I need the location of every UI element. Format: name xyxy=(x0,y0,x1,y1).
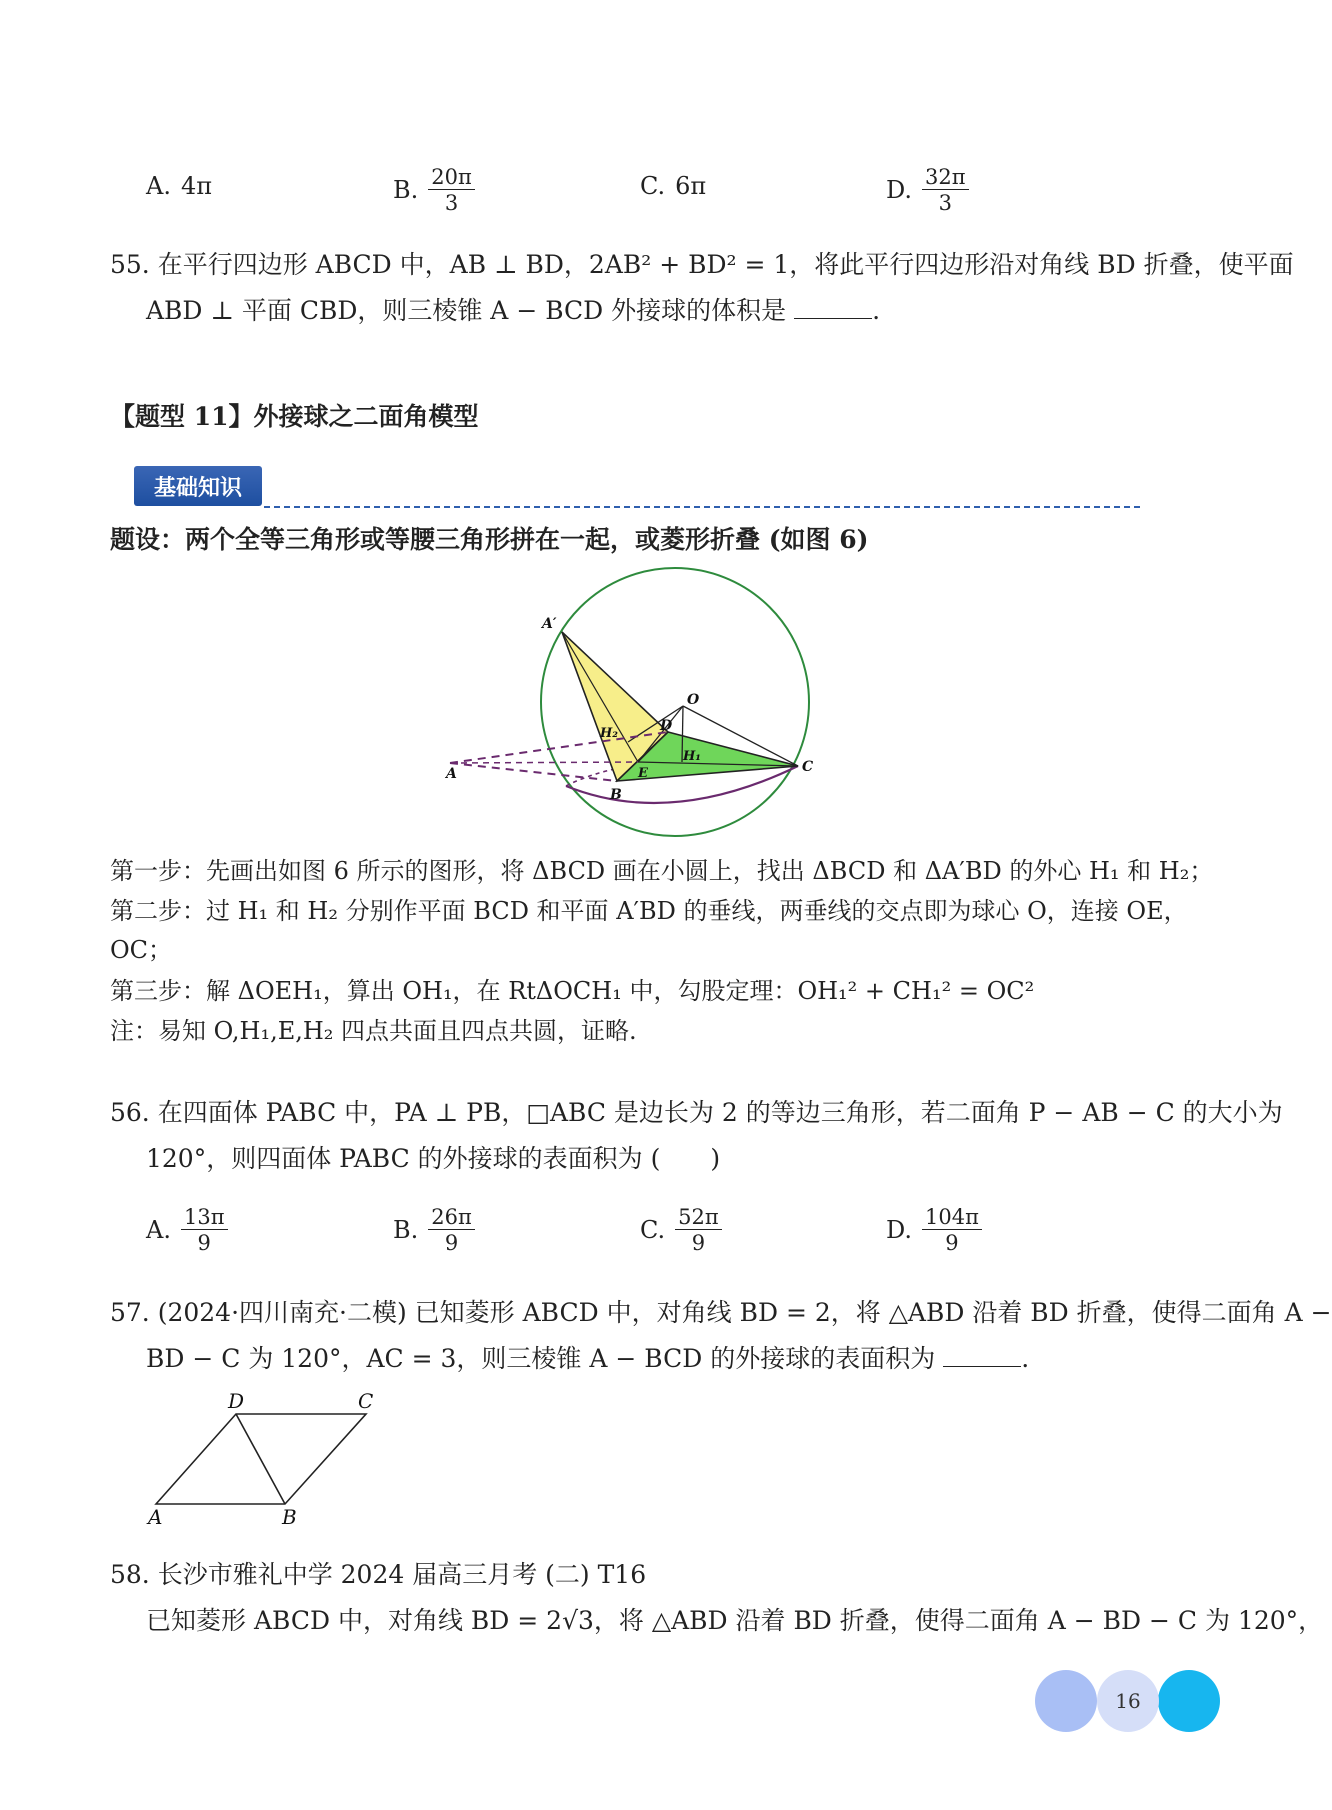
page-number-right-circle xyxy=(1158,1670,1220,1732)
option-label: A. xyxy=(146,1216,171,1245)
option-fraction xyxy=(181,1206,228,1254)
option-label: C. xyxy=(640,1216,666,1245)
option-fraction xyxy=(922,166,969,214)
denominator: 9 xyxy=(197,1231,211,1256)
q56-option-d xyxy=(886,1206,982,1254)
label-a: A xyxy=(446,766,457,782)
option-fraction xyxy=(675,1206,722,1254)
denominator: 3 xyxy=(938,191,952,216)
q57-line-2 xyxy=(146,1344,1029,1374)
q54-option-a xyxy=(146,172,212,200)
step-2-continued: OC； xyxy=(110,936,173,964)
page-number-badge xyxy=(1097,1670,1159,1732)
label-b: B xyxy=(610,787,622,803)
numerator: 32π xyxy=(922,166,969,190)
label-a: A xyxy=(148,1505,163,1529)
step-1: 第一步：先画出如图 6 所示的图形，将 ΔBCD 画在小圆上，找出 ΔBCD 和 ΔA′BD 的外心 H₁ 和 H₂； xyxy=(110,857,1214,885)
q54-option-d xyxy=(886,166,969,214)
q55-line-2 xyxy=(146,296,880,326)
numerator: 26π xyxy=(428,1206,475,1230)
premise-text: 题设：两个全等三角形或等腰三角形拼在一起，或菱形折叠 (如图 6) xyxy=(110,525,869,554)
q57-line-1: 57. (2024·四川南充·二模) 已知菱形 ABCD 中，对角线 BD = 2，将 △ABD 沿着 BD 折叠，使得二面角 A − xyxy=(110,1298,1332,1327)
q56-line-2: 120°，则四面体 PABC 的外接球的表面积为 ( ) xyxy=(146,1144,721,1173)
sphere-circle xyxy=(541,568,809,836)
option-value: 4π xyxy=(180,172,213,200)
period: . xyxy=(872,296,881,325)
basic-knowledge-badge xyxy=(134,466,262,506)
q54-option-b xyxy=(393,166,475,214)
numerator: 52π xyxy=(675,1206,722,1230)
option-value: 6π xyxy=(675,172,707,200)
denominator: 9 xyxy=(945,1231,959,1256)
numerator: 104π xyxy=(922,1206,982,1230)
step-2: 第二步：过 H₁ 和 H₂ 分别作平面 BCD 和平面 A′BD 的垂线，两垂线的交点即为球心 O，连接 OE， xyxy=(110,897,1188,925)
denominator: 9 xyxy=(444,1231,459,1256)
step-3: 第三步：解 ΔOEH₁，算出 OH₁，在 RtΔOCH₁ 中，勾股定理：OH₁² + CH₁² = OC² xyxy=(110,977,1035,1005)
q57-text: BD − C 为 120°，AC = 3，则三棱锥 A − BCD 的外接球的表面积为 xyxy=(146,1344,936,1373)
numerator: 13π xyxy=(181,1206,228,1230)
period: . xyxy=(1021,1344,1030,1373)
option-label: A. xyxy=(146,172,171,200)
label-b: B xyxy=(282,1505,297,1529)
q56-option-c xyxy=(640,1206,722,1254)
label-c: C xyxy=(802,759,814,775)
q58-line-1: 58. 长沙市雅礼中学 2024 届高三月考 (二) T16 xyxy=(110,1560,647,1589)
figure-6 xyxy=(446,570,830,845)
label-d: D xyxy=(228,1389,245,1413)
label-o: O xyxy=(687,692,700,708)
label-d: D xyxy=(660,718,673,734)
label-a-prime: A′ xyxy=(542,616,557,632)
note: 注：易知 O,H₁,E,H₂ 四点共面且四点共圆，证略. xyxy=(110,1017,637,1045)
option-label: B. xyxy=(393,1216,419,1245)
option-fraction xyxy=(922,1206,982,1254)
answer-blank xyxy=(794,296,872,319)
label-h2: H₂ xyxy=(600,726,618,741)
label-c: C xyxy=(358,1389,374,1413)
page-number: 16 xyxy=(1115,1689,1141,1713)
page-number-left-circle xyxy=(1035,1670,1097,1732)
edge-a-e xyxy=(450,762,638,763)
q56-line-1: 56. 在四面体 PABC 中，PA ⊥ PB，□ABC 是边长为 2 的等边三角形，若二面角 P − AB − C 的大小为 xyxy=(110,1098,1283,1127)
q58-line-2: 已知菱形 ABCD 中，对角线 BD = 2√3，将 △ABD 沿着 BD 折叠，使得二面角 A − BD − C 为 120°， xyxy=(146,1606,1324,1635)
section-divider xyxy=(264,506,1140,508)
label-e: E xyxy=(638,766,648,781)
option-label: D. xyxy=(886,1216,913,1245)
answer-blank xyxy=(943,1344,1021,1367)
rhombus-figure xyxy=(140,1390,390,1530)
edge-a-b xyxy=(450,763,617,781)
option-label: B. xyxy=(393,176,419,205)
denominator: 3 xyxy=(444,191,459,216)
option-label: D. xyxy=(886,176,913,205)
option-fraction xyxy=(428,1206,475,1254)
q56-option-a xyxy=(146,1206,228,1254)
option-fraction xyxy=(428,166,475,214)
q55-line-1: 55. 在平行四边形 ABCD 中，AB ⊥ BD，2AB² + BD² = 1，将此平行四边形沿对角线 BD 折叠，使平面 xyxy=(110,250,1294,279)
section-title: 【题型 11】外接球之二面角模型 xyxy=(110,402,479,431)
option-label: C. xyxy=(640,172,666,200)
label-h1: H₁ xyxy=(683,749,701,764)
diagonal-bd xyxy=(236,1414,285,1504)
denominator: 9 xyxy=(691,1231,706,1256)
badge-label: 基础知识 xyxy=(153,475,242,501)
q56-option-b xyxy=(393,1206,475,1254)
numerator: 20π xyxy=(428,166,475,190)
q55-text: ABD ⊥ 平面 CBD，则三棱锥 A − BCD 外接球的体积是 xyxy=(146,296,787,325)
q54-option-c xyxy=(640,172,706,200)
